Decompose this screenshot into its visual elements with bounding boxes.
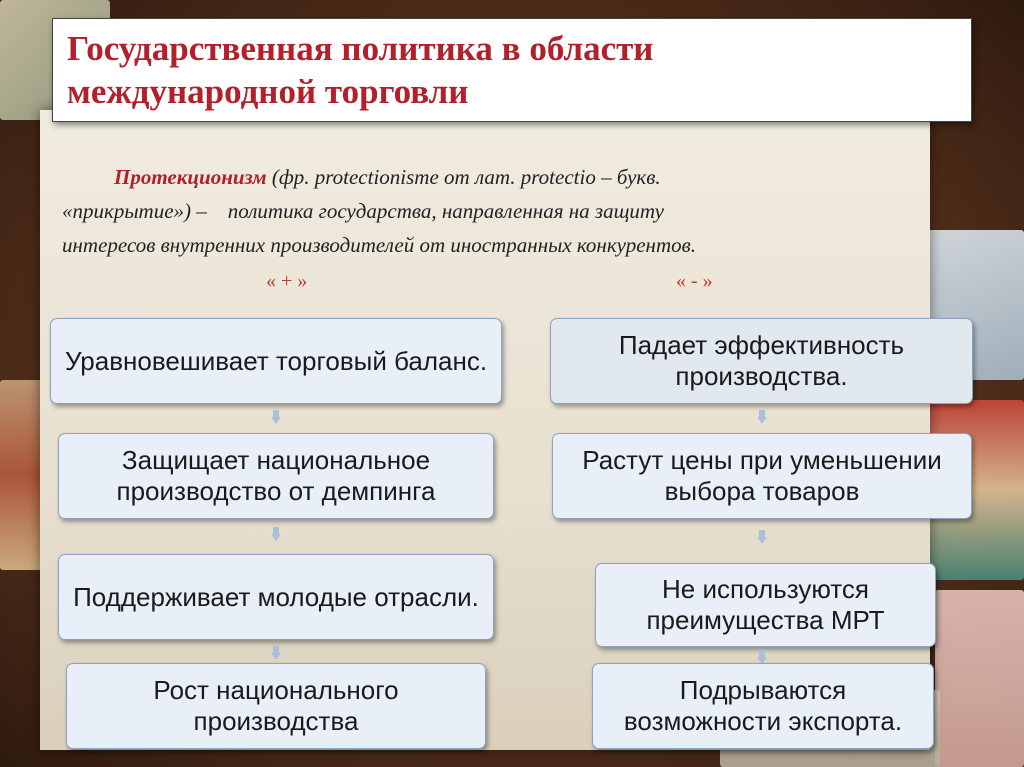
title-line-1: Государственная политика в области — [67, 29, 654, 68]
con-box-2: Растут цены при уменьшении выбора товаров — [552, 433, 972, 519]
definition-line-1: (фр. protectionisme от лат. protectio – букв. — [266, 165, 661, 189]
con-box-1: Падает эффективность производства. — [550, 318, 973, 404]
con-box-4: Подрываются возможности экспорта. — [592, 663, 934, 749]
definition-paragraph — [62, 160, 970, 262]
pro-arrow-2 — [271, 527, 281, 541]
pro-arrow-1 — [271, 410, 281, 424]
con-box-3: Не используются преимущества МРТ — [595, 563, 936, 647]
pro-box-4: Рост национального производства — [66, 663, 486, 749]
con-arrow-3 — [757, 650, 767, 664]
definition-term: Протекционизм — [114, 165, 267, 189]
pros-header: « + » — [266, 270, 308, 292]
page-title — [67, 27, 653, 113]
definition-line-2: «прикрытие») – политика государства, направленная на защиту — [62, 199, 664, 223]
definition-line-3: интересов внутренних производителей от иностранных конкурентов. — [62, 233, 696, 257]
pro-arrow-3 — [271, 646, 281, 660]
pro-box-1: Уравновешивает торговый баланс. — [50, 318, 502, 404]
pro-box-3: Поддерживает молодые отрасли. — [58, 554, 494, 640]
con-arrow-1 — [757, 410, 767, 424]
pro-box-2: Защищает национальное производство от демпинга — [58, 433, 494, 519]
stamp-decoration-left — [0, 380, 45, 570]
ticket-decoration-bottom-right — [935, 590, 1024, 767]
cons-header: « - » — [676, 270, 713, 292]
con-arrow-2 — [757, 530, 767, 554]
title-box — [52, 18, 972, 122]
title-line-2: международной торговли — [67, 72, 469, 111]
